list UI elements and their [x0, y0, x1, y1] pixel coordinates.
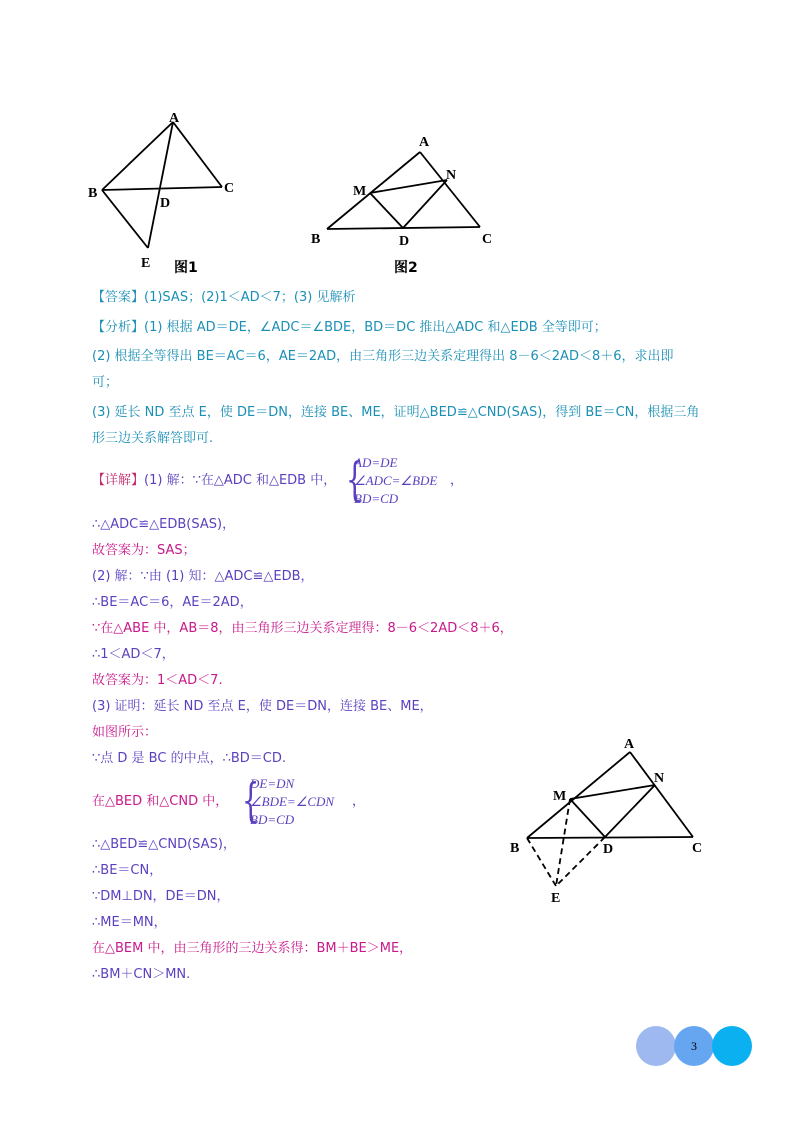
badge-circle-right: [712, 1026, 752, 1066]
detail-line-9: (3) 证明：延长 ND 至点 E，使 DE＝DN，连接 BE、ME，: [92, 699, 433, 714]
answer-tag: 【答案】: [92, 290, 145, 305]
detail-line-4: (2) 解：∵由 (1) 知：△ADC≌△EDB，: [92, 569, 314, 584]
detail-line-13: ∴△BED≌△CND(SAS)，: [92, 837, 236, 852]
fig3-label-D: D: [603, 842, 614, 857]
analysis-line-3: 可；: [92, 375, 119, 390]
detail-line-7: ∴1＜AD＜7，: [92, 647, 175, 662]
fig2-label-D: D: [399, 234, 410, 249]
detail-line-6: ∵在△ABE 中，AB＝8，由三角形三边关系定理得：8－6＜2AD＜8＋6，: [92, 621, 513, 636]
analysis-line-5: 形三边关系解答即可.: [92, 431, 214, 446]
brace-2: {: [241, 773, 260, 827]
fig3-label-N: N: [654, 771, 665, 786]
system-2-suffix: ，: [352, 794, 366, 809]
fig3-label-E: E: [551, 891, 561, 906]
detail-line-14: ∴BE＝CN，: [92, 863, 163, 878]
detail-tag: 【详解】: [92, 473, 145, 488]
detail-line-8: 故答案为：1＜AD＜7.: [92, 673, 223, 688]
figure-3: [500, 730, 720, 910]
detail-line-17: 在△BEM 中，由三角形的三边关系得：BM＋BE＞ME，: [92, 941, 413, 956]
analysis-text-1: (1) 根据 AD＝DE，∠ADC＝∠BDE，BD＝DC 推出△ADC 和△EDB 全等即可；: [144, 320, 607, 335]
page-number-badge: [636, 1026, 752, 1066]
fig2-label-C: C: [482, 232, 493, 247]
fig3-label-M: M: [553, 789, 567, 804]
fig3-label-C: C: [692, 841, 703, 856]
analysis-tag: 【分析】: [92, 320, 145, 335]
detail-line-15: ∵DM⊥DN，DE＝DN，: [92, 889, 230, 904]
detail-line-11: ∵点 D 是 BC 的中点，∴BD＝CD.: [92, 751, 286, 766]
system-2-row-2: ∠BDE=∠CDN: [250, 794, 335, 809]
detail-line-5: ∴BE＝AC＝6，AE＝2AD，: [92, 595, 253, 610]
figure-1-diagram: [80, 105, 250, 280]
fig1-label-D: D: [160, 196, 171, 211]
detail-line-1: [92, 472, 336, 490]
brace-1: {: [345, 452, 364, 506]
system-1-rows: [354, 454, 437, 508]
fig1-label-B: B: [88, 186, 98, 201]
fig2-label-M: M: [353, 184, 367, 199]
fig1-label-A: A: [169, 111, 180, 126]
figure-1: [80, 105, 250, 280]
figure-2: [305, 130, 505, 260]
fig2-label-N: N: [446, 168, 457, 183]
figure-2-diagram: [305, 130, 505, 260]
detail-line-18: ∴BM＋CN＞MN.: [92, 967, 191, 982]
fig3-label-B: B: [510, 841, 520, 856]
fig3-label-A: A: [624, 737, 635, 752]
answer-line: [92, 289, 355, 307]
detail-line-16: ∴ME＝MN，: [92, 915, 167, 930]
detail-l1-prefix: (1) 解：∵在△ADC 和△EDB 中，: [144, 473, 337, 488]
analysis-line-2: (2) 根据全等得出 BE＝AC＝6，AE＝2AD，由三角形三边关系定理得出 8－6＜2AD＜8＋6，求出即: [92, 349, 674, 364]
fig1-label-C: C: [224, 181, 235, 196]
figure-3-diagram: [500, 730, 720, 910]
analysis-line-4: (3) 延长 ND 至点 E，使 DE＝DN，连接 BE、ME，证明△BED≌△CND(SAS)，得到 BE＝CN，根据三角: [92, 405, 700, 420]
system-1-row-2: ∠ADC=∠BDE: [354, 473, 438, 488]
system-1-row-3: BD=CD: [354, 491, 399, 506]
figure-1-caption: 图1: [174, 260, 198, 276]
fig2-label-A: A: [419, 135, 430, 150]
equation-system-2: [236, 775, 366, 829]
badge-circle-left: [636, 1026, 676, 1066]
detail-line-12: 在△BED 和△CND 中，: [92, 794, 229, 809]
system-2-row-3: BD=CD: [250, 812, 295, 827]
detail-line-3: 故答案为：SAS；: [92, 543, 196, 558]
page-number: 3: [691, 1039, 697, 1053]
system-1-row-1: AD=DE: [354, 455, 398, 470]
detail-line-10: 如图所示：: [92, 725, 158, 740]
system-2-rows: [250, 775, 334, 829]
detail-line-2: ∴△ADC≌△EDB(SAS)，: [92, 517, 236, 532]
answer-text: (1)SAS；(2)1＜AD＜7；(3) 见解析: [144, 290, 356, 305]
figure-2-caption: 图2: [394, 260, 418, 276]
fig1-label-E: E: [141, 256, 151, 271]
analysis-line-1: [92, 319, 607, 337]
fig2-label-B: B: [311, 232, 321, 247]
system-1-suffix: ，: [450, 473, 464, 488]
system-2-row-1: DE=DN: [250, 776, 295, 791]
